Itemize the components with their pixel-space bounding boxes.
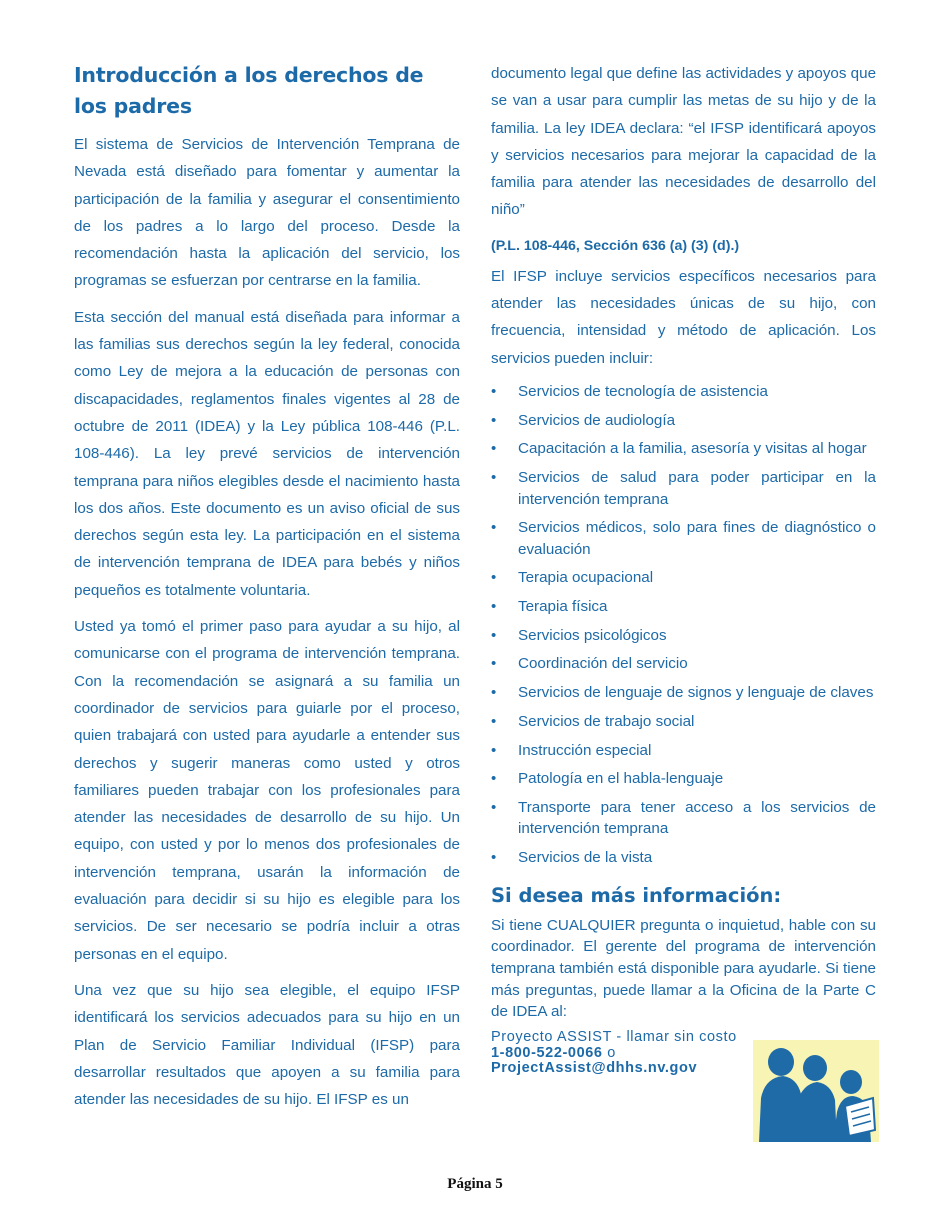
bullet-icon: • — [491, 469, 497, 487]
service-item: • Coordinación del servicio — [491, 653, 876, 675]
first-step-paragraph: Usted ya tomó el primer paso para ayudar a su hijo, al comunicarse con el programa de intervención temprana. Con la recomendación se asignará a su familia un coordinador de servicios para guiarle por el proceso, quien trabajará con usted para ayudarle a entender sus derechos y sugerir maneras como usted y otros familiares pueden trabajar con los profesionales para atender las necesidades de desarrollo de su hijo. Un equipo, con usted y por lo menos dos profesionales de intervención temprana, usarán la información de evaluación para decidir si su hijo es elegible para los servicios. De ser necesario se podría incluir a otras personas en el equipo. — [74, 618, 460, 963]
service-item: • Terapia ocupacional — [491, 567, 876, 589]
service-item: • Terapia física — [491, 596, 876, 618]
bullet-icon: • — [491, 849, 497, 867]
bullet-icon: • — [491, 411, 497, 429]
service-item: • Patología en el habla-lenguaje — [491, 768, 876, 790]
services-list — [491, 381, 876, 869]
bullet-icon: • — [491, 741, 497, 759]
bullet-icon: • — [491, 712, 497, 730]
contact-name: Proyecto ASSIST - llamar sin costo — [491, 1029, 737, 1046]
page-number: Página 5 — [447, 1176, 503, 1192]
ifsp-paragraph: Una vez que su hijo sea elegible, el equipo IFSP identificará los servicios adecuados para su hijo en un Plan de Servicio Familiar Individual (IFSP) para desarrollar resultados que apoyen a su familia para atender las necesidades de su hijo. El IFSP es un — [74, 981, 460, 1109]
bullet-icon: • — [491, 440, 497, 458]
service-item: • Servicios de trabajo social — [491, 711, 876, 733]
services-intro-paragraph: El IFSP incluye servicios específicos necesarios para atender las necesidades únicas de su hijo, con frecuencia, intensidad y método de aplicación. Los servicios pueden incluir: — [491, 267, 876, 367]
bullet-icon: • — [491, 770, 497, 788]
phone-number[interactable]: 1-800-522-0066 — [491, 1044, 603, 1061]
more-info-paragraph: Si tiene CUALQUIER pregunta o inquietud, hable con su coordinador. El gerente del programa de intervención temprana también está disponible para ayudarle. Si tiene más preguntas, puede llamar a la Oficina de la Parte C de IDEA al: — [491, 916, 876, 1021]
family-illustration-icon — [753, 1040, 879, 1142]
contact-connector: o — [607, 1044, 616, 1061]
contact-block — [491, 1030, 876, 1140]
service-item: • Transporte para tener acceso a los servicios de intervención temprana — [491, 798, 876, 838]
ifsp-continuation-paragraph: documento legal que define las actividades y apoyos que se van a usar para cumplir las metas de su hijo y de la familia. La ley IDEA declara: “el IFSP identificará apoyos y servicios necesarios para mejorar la capacidad de la familia para atender las necesidades de desarrollo del niño” — [491, 65, 877, 219]
service-item: • Servicios de lenguaje de signos y lenguaje de claves — [491, 682, 876, 704]
service-item: • Instrucción especial — [491, 740, 876, 762]
contact-email[interactable]: ProjectAssist@dhhs.nv.gov — [491, 1060, 698, 1077]
bullet-icon: • — [491, 598, 497, 616]
contact-lines — [491, 1030, 746, 1077]
service-item: • Servicios de salud para poder participar en la intervención temprana — [491, 469, 876, 508]
bullet-icon: • — [491, 684, 497, 702]
service-item: • Servicios de audiología — [491, 410, 876, 432]
bullet-icon: • — [491, 655, 497, 673]
service-item: • Servicios médicos, solo para fines de diagnóstico o evaluación — [491, 519, 876, 558]
bullet-icon: • — [491, 519, 497, 537]
bullet-icon: • — [491, 569, 497, 587]
service-item: • Capacitación a la familia, asesoría y visitas al hogar — [491, 438, 876, 460]
service-item: • Servicios de tecnología de asistencia — [491, 381, 876, 403]
intro-paragraph: El sistema de Servicios de Intervención Temprana de Nevada está diseñado para fomentar y aumentar la participación de la familia y asegurar el consentimiento de los padres a lo largo del proceso. Desde la recomendación hasta la aplicación del servicio, los programas se esfuerzan por centrarse en la familia. — [74, 136, 460, 290]
right-column — [491, 60, 876, 1140]
bullet-icon: • — [491, 382, 497, 400]
bullet-icon: • — [491, 626, 497, 644]
section-title: Introducción a los derechos de los padres — [74, 63, 424, 118]
service-item: • Servicios psicológicos — [491, 625, 876, 647]
more-info-heading: Si desea más información: — [491, 883, 782, 907]
bullet-icon: • — [491, 798, 497, 816]
rights-paragraph: Esta sección del manual está diseñada para informar a las familias sus derechos según la ley federal, conocida como Ley de mejora a la educación de personas con discapacidades, reglamentos finales vigentes al 28 de octubre de 2011 (IDEA) y la Ley pública 108-446 (P.L. 108-446). La ley prevé servicios de intervención temprana para niños elegibles desde el nacimiento hasta los dos años. Este documento es un aviso oficial de sus derechos según esta ley. La participación en el sistema de intervención temprana de IDEA para bebés y niños pequeños es totalmente voluntaria. — [74, 308, 460, 599]
service-item: • Servicios de la vista — [491, 847, 876, 869]
law-citation: (P.L. 108-446, Sección 636 (a) (3) (d).) — [491, 237, 740, 254]
left-column — [74, 60, 460, 1122]
